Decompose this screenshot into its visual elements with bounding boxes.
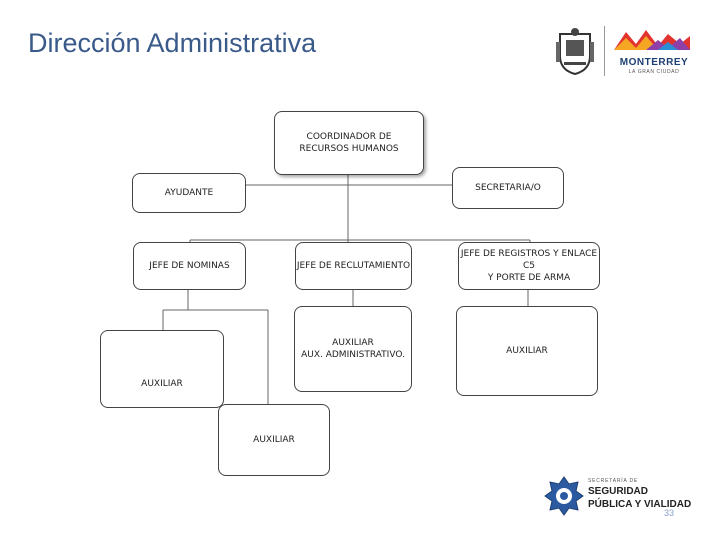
node-label: AUXILIAR [141, 379, 183, 389]
city-name: MONTERREY [619, 57, 689, 68]
node-label: COORDINADOR DE RECURSOS HUMANOS [299, 132, 399, 154]
node-ayudante [132, 173, 246, 213]
police-badge-icon [544, 476, 584, 516]
page-title: Dirección Administrativa [28, 28, 317, 58]
node-label: AUXILIAR [506, 346, 548, 356]
security-name-line2: PÚBLICA Y VIALIDAD [588, 499, 692, 510]
node-auxiliar-registros [456, 306, 598, 396]
node-auxiliar-nominas-2 [218, 404, 330, 476]
node-coordinador-recursos-humanos [274, 111, 424, 175]
node-jefe-reclutamiento [295, 242, 412, 290]
node-auxiliar-reclutamiento [294, 306, 412, 392]
page-number: 33 [664, 508, 675, 518]
security-name-line1: SEGURIDAD [588, 486, 649, 497]
node-jefe-registros [458, 242, 600, 290]
node-label: JEFE DE RECLUTAMIENTO [296, 261, 411, 271]
node-label: JEFE DE REGISTROS Y ENLACE C5 Y PORTE DE ARMA [460, 249, 598, 283]
node-label: AUXILIAR AUX. ADMINISTRATIVO. [301, 338, 405, 360]
node-jefe-nominas [133, 242, 246, 290]
city-tagline: LA GRAN CIUDAD [628, 69, 680, 75]
node-label: SECRETARIA/O [475, 183, 541, 193]
security-prefix: SECRETARÍA DE [588, 478, 639, 484]
node-label: AUXILIAR [253, 435, 295, 445]
node-secretaria [452, 167, 564, 209]
node-label: JEFE DE NOMINAS [149, 261, 230, 271]
node-auxiliar-nominas-1 [100, 330, 224, 408]
node-label: AYUDANTE [164, 188, 214, 198]
security-logo [540, 472, 710, 526]
